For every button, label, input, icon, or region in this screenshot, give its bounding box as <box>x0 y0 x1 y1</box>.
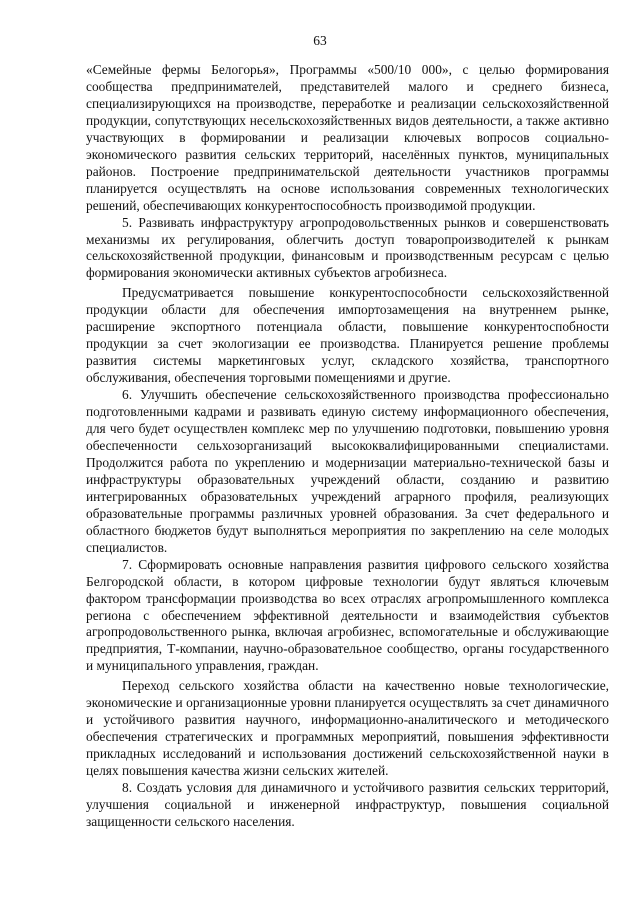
page-number: 63 <box>313 33 327 48</box>
paragraph-transition: Переход сельского хозяйства области на качественно новые технологические, экономические и организационные уровни планируется осуществлять за счет динамичного и устойчивого развития научного, информационно-аналитического и методического обеспечения стратегических и программных мероприятий, повышения эффективности прикладных исследований и использования достижений сельскохозяйственной науки в целях повышения качества жизни сельских жителей. <box>86 678 609 779</box>
paragraph-continuation: «Семейные фермы Белогорья», Программы «500/10 000», с целью формирования сообщества предпринимателей, представителей малого и среднего бизнеса, специализирующихся на производстве, переработке и реализации сельскохозяйственной продукции, сопутствующих несельскохозяйственных видов деятельности, а также активно участвующих в формировании и реализации ключевых вопросов социально-экономического развития сельских территорий, населённых пунктов, муниципальных районов. Построение предпринимательской деятельности участников программы планируется осуществлять на основе использования современных технологических решений, обеспечивающих конкурентоспособность производимой продукции. <box>86 62 609 213</box>
paragraph-item-5: 5. Развивать инфраструктуру агропродовольственных рынков и совершенствовать механизмы их регулирования, облегчить доступ товаропроизводителей к рынкам сельскохозяйственной продукции, финансовым и производственным ресурсам с целью формирования экономически активных субъектов агробизнеса. <box>86 214 609 281</box>
paragraph-competitiveness: Предусматривается повышение конкурентоспособности сельскохозяйственной продукции области для обеспечения импортозамещения на внутреннем рынке, расширение экспортного потенциала области, повышение конкурентоспобности продукции за счет экологизации ее производства. Планируется решение проблемы развития системы маркетинговых услуг, складского хозяйства, транспортного обслуживания, обеспечения торговыми помещениями и другие. <box>86 285 609 386</box>
paragraph-item-7: 7. Сформировать основные направления развития цифрового сельского хозяйства Белгородской области, в котором цифровые технологии будут являться ключевым фактором трансформации производства во всех отраслях агропромышленного комплекса региона с обеспечением эффективной деятельности и взаимодействия субъектов агропродовольственного рынка, включая агробизнес, вспомогательные и обслуживающие предприятия, Т-компании, научно-образовательное сообщество, органы государственного и муниципального управления, граждан. <box>86 556 609 674</box>
paragraph-item-6: 6. Улучшить обеспечение сельскохозяйственного производства профессионально подготовленными кадрами и развивать единую систему информационного обеспечения, для чего будет осуществлен комплекс мер по улучшению подготовки, повышению уровня обеспеченности сельхозорганизаций высококвалифицированными специалистами. Продолжится работа по укреплению и модернизации материально-технической базы и инфраструктуры образовательных учреждений области, созданию и развитию интегрированных образовательных учреждений аграрного профиля, реализующих образовательные программы различных уровней образования. За счет федерального и областного бюджетов будут выполняться мероприятия по закреплению на селе молодых специалистов. <box>86 387 609 555</box>
paragraph-item-8: 8. Создать условия для динамичного и устойчивого развития сельских территорий, улучшения социальной и инженерной инфраструктур, повышения социальной защищенности сельского населения. <box>86 780 609 829</box>
document-body <box>86 62 609 831</box>
